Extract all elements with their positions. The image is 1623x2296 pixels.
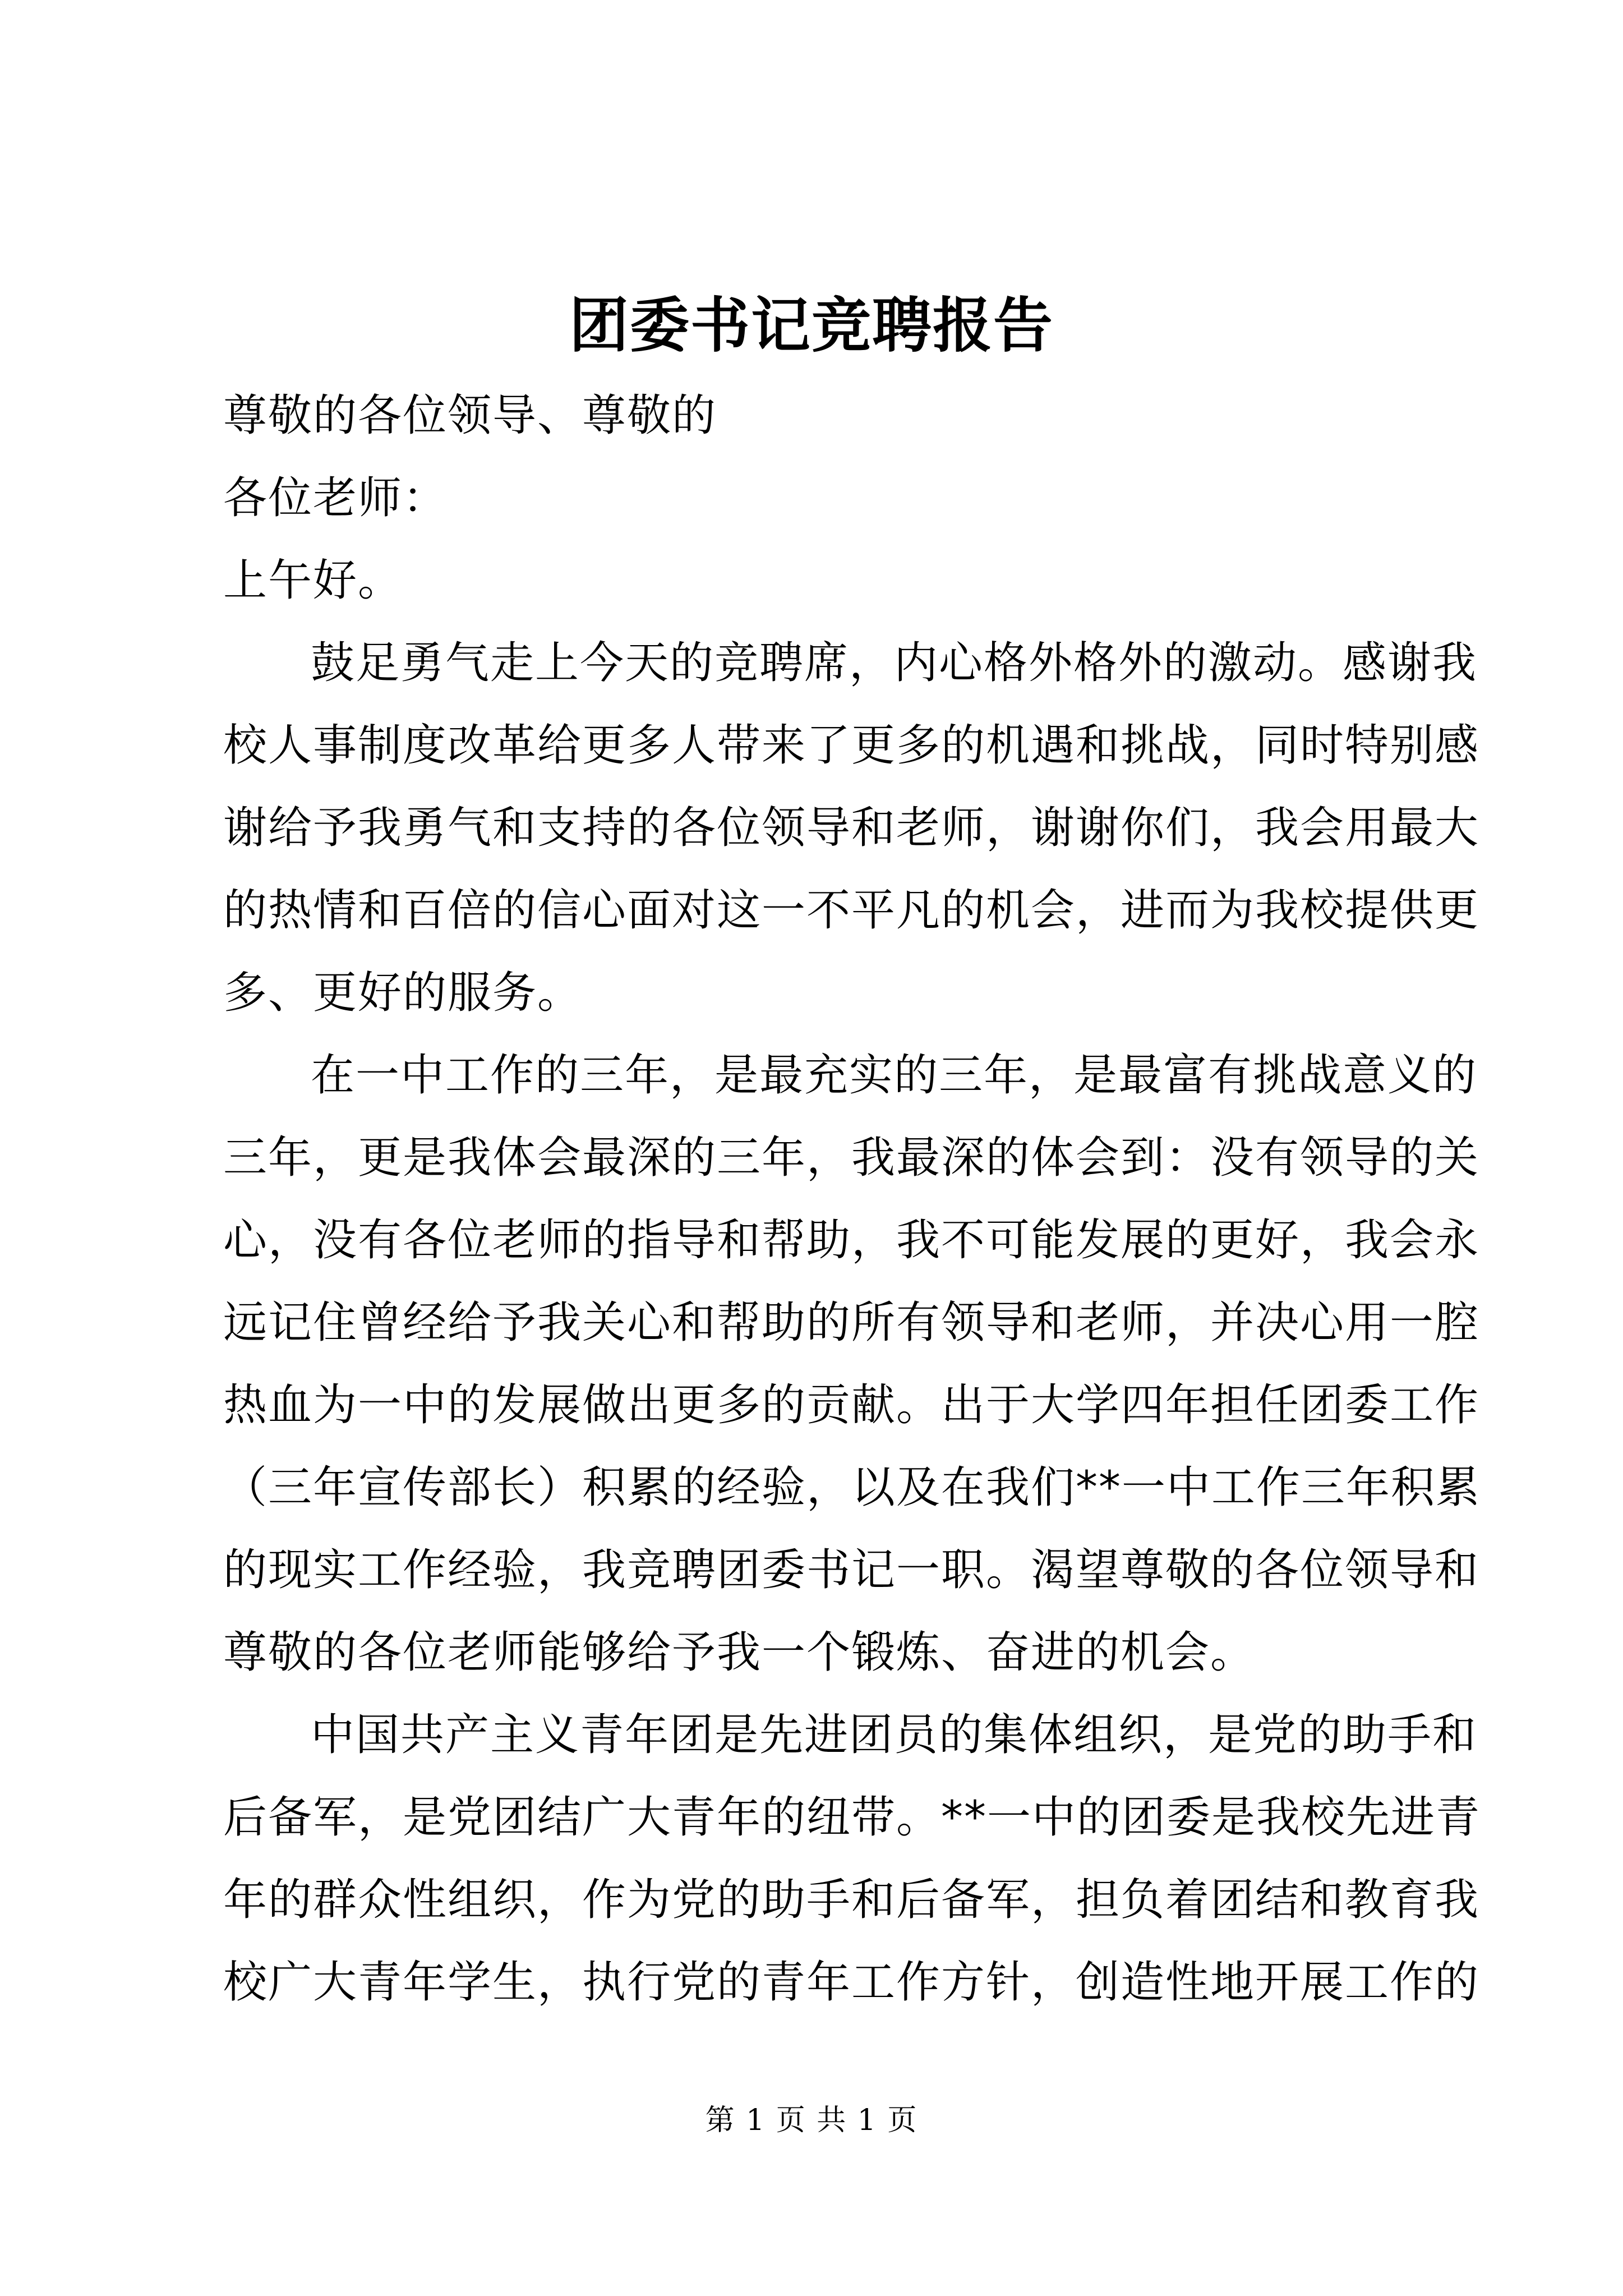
text-line: 的热情和百倍的信心面对这一不平凡的机会，进而为我校提供更 — [223, 885, 1480, 936]
paragraph — [223, 1694, 1481, 2024]
document-body — [223, 375, 1481, 2024]
text-line: 校人事制度改革给更多人带来了更多的机遇和挑战，同时特别感 — [223, 720, 1480, 771]
text-line: 年的群众性组织，作为党的助手和后备军，担负着团结和教育我 — [223, 1875, 1480, 1925]
text-line: 谢给予我勇气和支持的各位领导和老师，谢谢你们，我会用最大 — [223, 803, 1480, 853]
text-line: 各位老师： — [223, 473, 448, 523]
text-line: 三年，更是我体会最深的三年，我最深的体会到：没有领导的关 — [223, 1133, 1480, 1183]
paragraph — [223, 375, 1401, 457]
paragraph — [223, 540, 1401, 622]
text-line: （三年宣传部长）积累的经验，以及在我们**一中工作三年积累 — [223, 1462, 1481, 1513]
paragraph — [223, 1034, 1481, 1694]
text-line: 远记住曾经给予我关心和帮助的所有领导和老师，并决心用一腔 — [223, 1297, 1480, 1348]
page-footer: 第 1 页 共 1 页 — [705, 2104, 918, 2137]
text-line: 尊敬的各位老师能够给予我一个锻炼、奋进的机会。 — [223, 1627, 1256, 1678]
text-line: 在一中工作的三年，是最充实的三年，是最富有挑战意义的 — [311, 1050, 1478, 1101]
text-line: 的现实工作经验，我竞聘团委书记一职。渴望尊敬的各位领导和 — [223, 1545, 1480, 1595]
text-line: 校广大青年学生，执行党的青年工作方针，创造性地开展工作的 — [223, 1957, 1480, 2008]
text-line: 多、更好的服务。 — [223, 968, 583, 1018]
paragraph — [223, 457, 1401, 540]
text-line: 鼓足勇气走上今天的竞聘席，内心格外格外的激动。感谢我 — [311, 638, 1478, 688]
paragraph — [223, 622, 1480, 1034]
text-line: 后备军，是党团结广大青年的纽带。**一中的团委是我校先进青 — [223, 1792, 1481, 1843]
document-title: 团委书记竞聘报告 — [569, 290, 1054, 360]
text-line: 心，没有各位老师的指导和帮助，我不可能发展的更好，我会永 — [223, 1215, 1480, 1266]
text-line: 尊敬的各位领导、尊敬的 — [223, 390, 717, 441]
text-line: 上午好。 — [223, 555, 403, 606]
text-line: 热血为一中的发展做出更多的贡献。出于大学四年担任团委工作 — [223, 1380, 1480, 1430]
text-line: 中国共产主义青年团是先进团员的集体组织，是党的助手和 — [311, 1710, 1478, 1760]
